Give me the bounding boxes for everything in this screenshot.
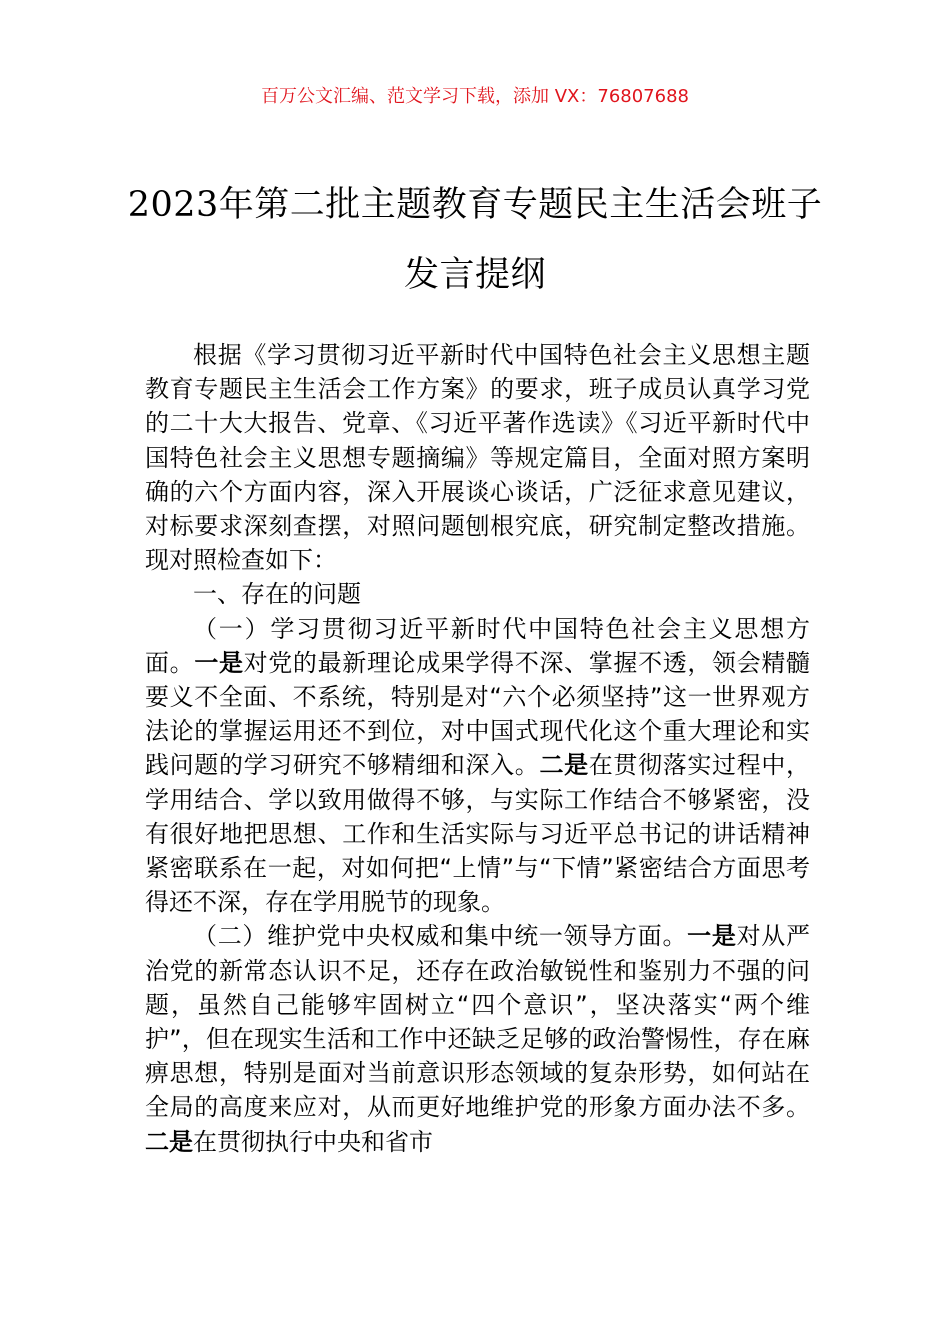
part-2-marker-1: 一是 bbox=[687, 922, 737, 951]
document-title: 2023年第二批主题教育专题民主生活会班子发言提纲 bbox=[127, 185, 823, 295]
part-1-text-2: 在贯彻落实过程中，学用结合、学以致用做得不够，与实际工作结合不够紧密，没有很好地把思想、工作和生活实际与习近平总书记的讲话精神紧密联系在一起，对如何把“上情”与“下情”紧密结合方面思考得还不深，存在学用脱节的现象。 bbox=[145, 751, 811, 917]
part-1-text-1: 对党的最新理论成果学得不深、掌握不透，领会精髓要义不全面、不系统，特别是对“六个必须坚持”这一世界观方法论的掌握运用还不到位，对中国式现代化这个重大理论和实践问题的学习研究不够精细和深入。 bbox=[145, 648, 811, 780]
part-1-marker-1: 一是 bbox=[194, 648, 244, 677]
part-1-heading: （一）学习贯彻习近平新时代中国特色社会主义思想方面。 bbox=[145, 614, 810, 677]
section-heading-problems: 一、存在的问题 bbox=[193, 580, 361, 609]
part-2-text-1: 对从严治党的新常态认识不足，还存在政治敏锐性和鉴别力不强的问题，虽然自己能够牢固树立“四个意识”，坚决落实“两个维护”，但在现实生活和工作中还缺乏足够的政治警惕性，存在麻痹思想，特别是面对当前意识形态领域的复杂形势，如何站在全局的高度来应对，从而更好地维护党的形象方面办法不多。 bbox=[145, 922, 811, 1122]
paragraph-part-2 bbox=[145, 919, 810, 1158]
part-2-text-2: 在贯彻执行中央和省市 bbox=[193, 1127, 433, 1156]
part-1-marker-2: 二是 bbox=[539, 751, 589, 780]
part-2-heading: （二）维护党中央权威和集中统一领导方面。 bbox=[193, 922, 688, 951]
document-body bbox=[145, 338, 810, 1159]
paragraph-part-1 bbox=[145, 612, 810, 920]
intro-paragraph: 根据《学习贯彻习近平新时代中国特色社会主义思想主题教育专题民主生活会工作方案》的要求，班子成员认真学习党的二十大大报告、党章、《习近平著作选读》《习近平新时代中国特色社会主义思想专题摘编》等规定篇目，全面对照方案明确的六个方面内容，深入开展谈心谈话，广泛征求意见建议，对标要求深刻查摆，对照问题刨根究底，研究制定整改措施。现对照检查如下： bbox=[145, 341, 810, 575]
header-watermark-note: 百万公文汇编、范文学习下载，添加 VX：76807688 bbox=[261, 86, 689, 107]
part-2-marker-2: 二是 bbox=[145, 1127, 193, 1156]
